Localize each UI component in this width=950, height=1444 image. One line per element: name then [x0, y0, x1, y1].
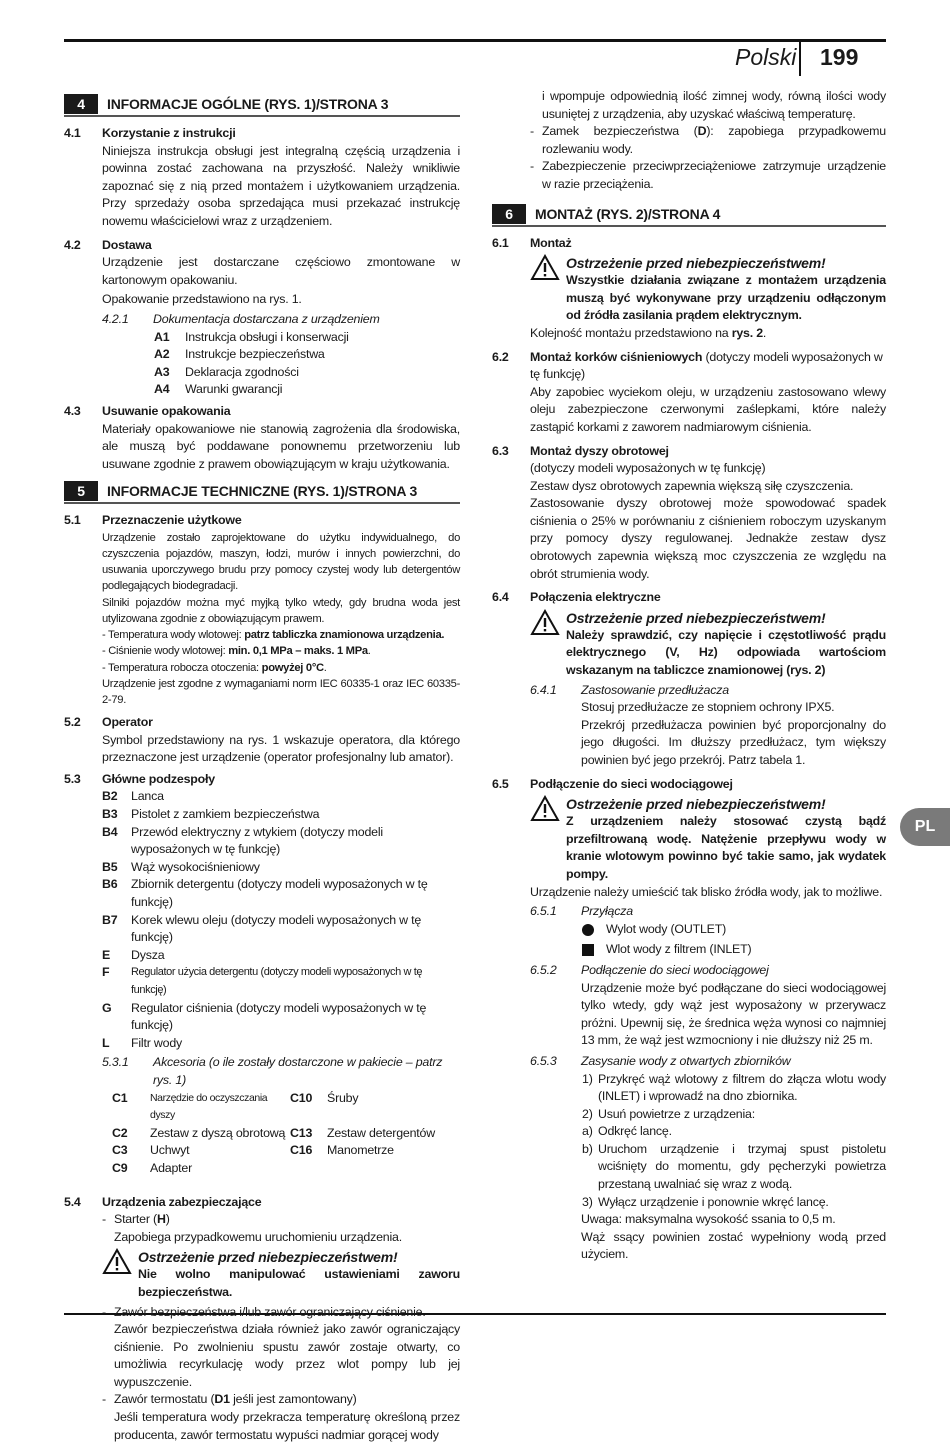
header-rule	[64, 39, 886, 42]
paragraph: (dotyczy modeli wyposażonych w tę funkcję)	[530, 461, 766, 476]
subsection-4-2-1: 4.2.1 Dokumentacja dostarczana z urządzeniem	[102, 311, 380, 326]
warning-text: Należy sprawdzić, czy napięcie i częstotliwość prądu elektrycznego (V, Hz) odpowiada wartościom wskazanym na tabliczce znamionowej (rys. 2)	[566, 627, 886, 678]
list-item: A2 Instrukcje bezpieczeństwa	[154, 347, 325, 362]
paragraph: Przekrój przedłużacza powinien być proporcjonalny do jego długości. Im dłuższy przedłużacz, tym większy powinien być jego przekrój. Patrz tabela 1.	[581, 717, 886, 767]
section-4-header	[64, 92, 460, 117]
section-number: 4	[64, 94, 98, 114]
warning-icon	[102, 1248, 132, 1275]
subsection-5-1: 5.1 Przeznaczenie użytkowe	[64, 513, 242, 528]
list-item: G Regulator ciśnienia (dotyczy modeli wyposażonych w tę funkcję)	[102, 1000, 427, 1033]
section-6-header	[492, 202, 886, 227]
paragraph: Urządzenie jest zgodne z wymaganiami norm IEC 60335-1 oraz IEC 60335-2-79.	[102, 677, 460, 706]
section-title: INFORMACJE TECHNICZNE (RYS. 1)/STRONA 3	[107, 483, 418, 500]
list-item: C1 Narzędzie do oczyszczania dyszy C10 Śruby	[112, 1090, 359, 1122]
warning-title: Ostrzeżenie przed niebezpieczeństwem!	[566, 609, 826, 626]
lock-item: - Zamek bezpieczeństwa (D): zapobiega przypadkowemu rozlewaniu wody.	[530, 124, 886, 156]
warning-title: Ostrzeżenie przed niebezpieczeństwem!	[138, 1249, 398, 1266]
paragraph: Zawór bezpieczeństwa działa również jako zawór ograniczający ciśnienie. Po zwolnieniu spustu zawór zostaje otwarty, co umożliwia recyrkulację wody przez wlot pompy lub jej wypuszczenie.	[114, 1322, 460, 1389]
subsection-5-3-1: 5.3.1 Akcesoria (o ile zostały dostarczone w pakiecie – patrz rys. 1)	[102, 1055, 443, 1087]
list-item: C3 Uchwyt C16 Manometrze	[112, 1143, 394, 1158]
warning-box	[530, 795, 886, 883]
documents-list	[154, 329, 460, 399]
step-item: b) Uruchom urządzenie i trzymaj spust pistoletu wciśnięty do momentu, gdy pęcherzyki powietrza przestaną uwalniać się wraz z wodą.	[582, 1141, 886, 1192]
paragraph: Urządzenie jest dostarczane częściowo zmontowane w kartonowym opakowaniu.	[102, 255, 460, 287]
subsection-6-1: 6.1 Montaż	[492, 235, 572, 250]
list-item: B4 Przewód elektryczny z wtykiem (dotyczy modeli wyposażonych w tę funkcję)	[102, 824, 383, 857]
list-item: B7 Korek wlewu oleju (dotyczy modeli wyposażonych w tę funkcję)	[102, 912, 422, 945]
subsection-6-5-2: 6.5.2 Podłączenie do sieci wodociągowej	[530, 962, 769, 977]
step-item: a) Odkręć lancę.	[582, 1124, 672, 1139]
starter-item: - Starter (H)	[102, 1212, 170, 1227]
warning-text: Z urządzeniem należy stosować czystą bądź przefiltrowaną wodę. Natężenie przepływu wody w kranie wlotowym powinno być takie samo, jak wydatek pompy.	[566, 814, 886, 881]
subsection-5-4: 5.4 Urządzenia zabezpieczające	[64, 1194, 262, 1209]
warning-icon	[530, 254, 560, 281]
paragraph: Aby zapobiec wyciekom oleju, w urządzeniu zastosowano wlewy oleju zabezpieczone czerwonymi zaślepkami, które należy zastąpić korkami z zaworem nadmiarowym ciśnienia.	[530, 384, 886, 434]
subsection-4-1: 4.1 Korzystanie z instrukcji	[64, 126, 236, 140]
ambient-temperature: - Temperatura robocza otoczenia: powyżej 0°C.	[102, 661, 327, 674]
paragraph: Urządzenie należy umieścić tak blisko źródła wody, jak to możliwe.	[530, 884, 883, 899]
inlet-temperature: - Temperatura wody wlotowej: patrz tabliczka znamionowa urządzenia.	[102, 629, 445, 642]
step-item: 1) Przykręć wąż wlotowy z filtrem do złącza wlotu wody (INLET) i wprowadź na dno zbiornika.	[582, 1071, 886, 1104]
section-title: INFORMACJE OGÓLNE (RYS. 1)/STRONA 3	[107, 96, 389, 112]
paragraph: Opakowanie przedstawiono na rys. 1.	[102, 292, 302, 307]
components-list	[64, 788, 460, 1052]
subsection-4-3: 4.3 Usuwanie opakowania	[64, 403, 231, 418]
list-item: B3 Pistolet z zamkiem bezpieczeństwa	[102, 807, 320, 822]
list-item: F Regulator użycia detergentu (dotyczy modeli wyposażonych w tę funkcję)	[102, 965, 423, 997]
list-item: A3 Deklaracja zgodności	[154, 364, 299, 379]
section-number: 5	[64, 481, 98, 501]
paragraph: i wpompuje odpowiednią ilość zimnej wody, równą ilości wody usuniętej z urządzenia, aby uzyskać właściwą temperaturę.	[542, 89, 886, 121]
language-tab: PL	[900, 808, 950, 846]
section-title: MONTAŻ (RYS. 2)/STRONA 4	[535, 205, 721, 222]
list-item: C2 Zestaw z dyszą obrotową C13 Zestaw detergentów	[112, 1125, 435, 1140]
paragraph: Urządzenie zostało zaprojektowane do użytku indywidualnego, do czyszczenia pojazdów, maszyn, łodzi, murów i innych powierzchni, do usuwania uporczywego brudu przy pomocy czystej wody lub detergentów podlegających biodegradacji.	[102, 531, 460, 593]
right-column	[492, 88, 886, 1264]
note: Wąż ssący powinien zostać wypełniony wodą przed użyciem.	[581, 1229, 886, 1262]
inlet-item: Wlot wody z filtrem (INLET)	[582, 941, 886, 959]
list-item: B6 Zbiornik detergentu (dotyczy modeli wyposażonych w tę funkcję)	[102, 877, 428, 910]
warning-icon	[530, 795, 560, 822]
left-column	[64, 88, 460, 1444]
step-item: 3) Wyłącz urządzenie i ponownie wkręć lancę.	[582, 1194, 829, 1209]
square-icon	[582, 944, 594, 956]
subsection-5-2: 5.2 Operator	[64, 715, 153, 730]
list-item: B2 Lanca	[102, 789, 164, 804]
warning-box	[102, 1248, 460, 1301]
section-5-header	[64, 479, 460, 504]
warning-box	[530, 254, 886, 325]
warning-title: Ostrzeżenie przed niebezpieczeństwem!	[566, 255, 826, 272]
list-item: L Filtr wody	[102, 1035, 183, 1050]
list-item: E Dysza	[102, 947, 165, 962]
subsection-4-2: 4.2 Dostawa	[64, 237, 152, 252]
warning-text: Nie wolno manipulować ustawieniami zaworu bezpieczeństwa.	[138, 1267, 460, 1299]
paragraph: Jeśli temperatura wody przekracza temperaturę określoną przez producenta, zawór termostatu wypuści nadmiar gorącej wody	[114, 1410, 460, 1442]
inlet-pressure: - Ciśnienie wody wlotowej: min. 0,1 MPa – maks. 1 MPa.	[102, 645, 371, 658]
note: Uwaga: maksymalna wysokość ssania to 0,5 m.	[581, 1212, 836, 1227]
paragraph: Zapobiega przypadkowemu uruchomieniu urządzenia.	[114, 1229, 402, 1244]
subsection-6-4-1: 6.4.1 Zastosowanie przedłużacza	[530, 682, 729, 697]
paragraph: Materiały opakowaniowe nie stanowią zagrożenia dla środowiska, ale muszą być poddawane ponownemu przetworzeniu lub usuwane zgodnie z prawem obowiązującym w kraju użytkowania.	[102, 421, 460, 471]
paragraph: Silniki pojazdów można myć myjką tylko wtedy, gdy brudna woda jest utylizowana zgodnie z obowiązującym prawem.	[102, 596, 460, 625]
page-number: 199	[820, 44, 859, 70]
subsection-6-5-3: 6.5.3 Zasysanie wody z otwartych zbiorników	[530, 1053, 791, 1068]
warning-text: Wszystkie działania związane z montażem urządzenia muszą być wykonywane przy urządzeniu odłączonym od źródła zasilania prądem elektrycznym.	[566, 273, 886, 323]
subsection-6-5-1: 6.5.1 Przyłącza	[530, 904, 633, 919]
accessories-list	[112, 1090, 460, 1178]
paragraph: Symbol przedstawiony na rys. 1 wskazuje operatora, dla którego przeznaczone jest urządzenie (operator profesjonalny lub amator).	[102, 732, 460, 765]
step-item: 2) Usuń powietrze z urządzenia:	[582, 1106, 755, 1121]
subsection-6-2: 6.2 Montaż korków ciśnieniowych (dotyczy modeli wyposażonych w tę funkcję)	[492, 349, 883, 382]
thermo-item: - Zawór termostatu (D1 jeśli jest zamontowany)	[102, 1392, 357, 1407]
subsection-6-5: 6.5 Podłączenie do sieci wodociągowej	[492, 776, 733, 791]
warning-icon	[530, 609, 560, 636]
list-item: A4 Warunki gwarancji	[154, 382, 283, 397]
paragraph: Zestaw dysz obrotowych zapewnia większą siłę czyszczenia.	[530, 478, 854, 493]
subsection-5-3: 5.3 Główne podzespoły	[64, 771, 215, 786]
warning-title: Ostrzeżenie przed niebezpieczeństwem!	[566, 796, 826, 813]
header-separator	[799, 40, 801, 76]
paragraph: Stosuj przedłużacze ze stopniem ochrony IPX5.	[581, 700, 835, 715]
valve-item: - Zawór bezpieczeństwa i/lub zawór ograniczający ciśnienie.	[102, 1304, 426, 1319]
paragraph: Urządzenie może być podłączane do sieci wodociągowej tylko wtedy, gdy wąż jest wyposażony w przerywacz próżni. Upewnij się, że średnica węża wynosi co najmniej 13 mm, że wąż jest wzmocniony i nie dłuższy niż 25 m.	[581, 980, 886, 1048]
list-item: C9 Adapter	[112, 1160, 192, 1175]
circle-icon	[582, 924, 594, 936]
subsection-6-4: 6.4 Połączenia elektryczne	[492, 590, 661, 605]
warning-box	[530, 609, 886, 680]
header-language: Polski	[735, 44, 797, 70]
paragraph: Kolejność montażu przedstawiono na rys. 2.	[530, 325, 767, 340]
paragraph: Zastosowanie dyszy obrotowej może spowodować spadek ciśnienia o 25% w porównaniu z ciśnieniem roboczym uzyskanym przy pomocy dyszy regulowanej. Jednakże zestaw dysz obrotowych zapewnia większą moc czyszczenia ze względu na obrót strumienia wody.	[530, 496, 886, 581]
list-item: A1 Instrukcja obsługi i konserwacji	[154, 329, 349, 344]
section-number: 6	[492, 204, 526, 224]
paragraph: Niniejsza instrukcja obsługi jest integralną częścią urządzenia i powinna zostać zachowana na przyszłość. Należy wnikliwie zapoznać się z nią przed montażem i użytkowaniem urządzenia. Przy sprzedaży osoba sprzedająca musi przekazać instrukcję nowemu właścicielowi wraz z urządzeniem.	[102, 143, 460, 228]
subsection-6-3: 6.3 Montaż dyszy obrotowej	[492, 443, 669, 458]
overload-item: - Zabezpieczenie przeciwprzeciążeniowe zatrzymuje urządzenie w razie przeciążenia.	[530, 159, 886, 191]
list-item: B5 Wąż wysokociśnieniowy	[102, 859, 260, 874]
outlet-item: Wylot wody (OUTLET)	[582, 921, 886, 939]
